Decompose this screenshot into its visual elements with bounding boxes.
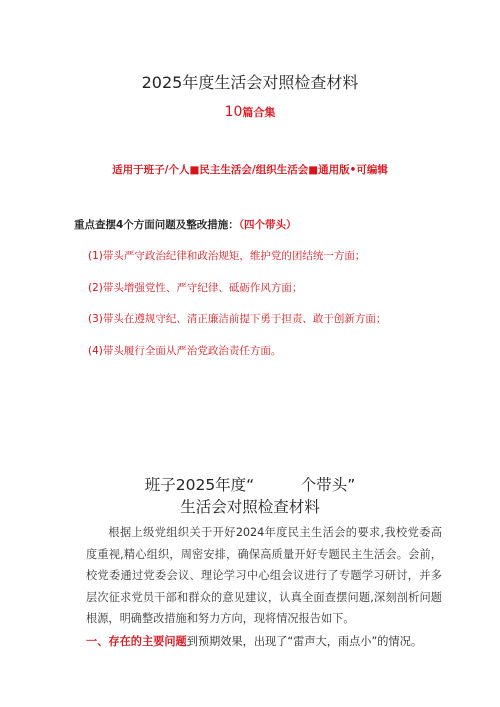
focus-item-2: (2)带头增强党性、严守纪律、砥砺作风方面； — [88, 282, 303, 294]
collection-count-number: 10 — [224, 104, 243, 120]
applies-to-line: 适用于班子/个人■民主生活会/组织生活会■通用版•可编辑 — [112, 164, 388, 176]
focus-heading — [74, 217, 297, 232]
collection-count-label: 篇合集 — [242, 106, 276, 119]
section-1 — [86, 633, 422, 649]
collection-title: 2025年度生活会对照检查材料 — [141, 73, 359, 92]
focus-item-4: (4)带头履行全面从严治党政治责任方面。 — [88, 345, 282, 357]
focus-heading-highlight: （四个带头） — [238, 219, 297, 231]
focus-item-1: (1)带头严守政治纪律和政治规矩，维护党的团结统一方面； — [88, 250, 366, 262]
doc-title-line-2: 生活会对照检查材料 — [180, 498, 320, 516]
intro-paragraph: 根据上级党组织关于开好2024年度民主生活会的要求,我校党委高度重视,精心组织，周密安排，确保高质量开好专题民主生活会。会前，校党委通过党委会议、理论学习中心组会议进行了专题学习研讨，并多层次征求党员干部和群众的意见建议，认真全面查摆问题,深刻剖析问题根源，明确整改措施和努力方向，现将情况报告如下。 — [86, 526, 442, 625]
section-1-text: 到预期效果，出现了“雷声大，雨点小”的情况。 — [186, 635, 423, 648]
collection-count — [0, 104, 500, 120]
focus-heading-prefix: 重点查摆4个方面问题及整改措施： — [74, 219, 239, 231]
section-1-heading: 一、存在的主要问题 — [86, 635, 187, 648]
doc-title-line-1: 班子2025年度“ 个带头” — [144, 476, 356, 494]
focus-item-3: (3)带头在遵规守纪、清正廉洁前提下勇于担责、敢于创新方面； — [88, 313, 387, 325]
